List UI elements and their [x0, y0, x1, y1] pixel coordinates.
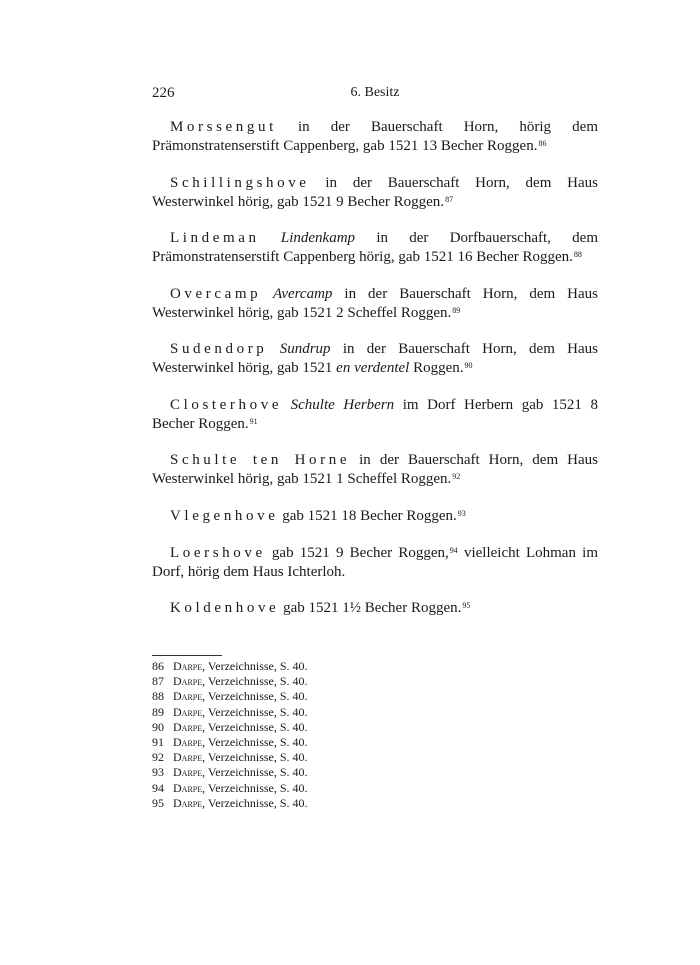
- entry-loershove: [152, 544, 598, 582]
- footnote-number: 94: [152, 780, 164, 795]
- footnote-author: Darpe: [173, 780, 203, 795]
- footnote-author: Darpe: [173, 750, 203, 765]
- entry-overcamp: [152, 285, 598, 323]
- footnote: [152, 735, 308, 750]
- footnote-number: 87: [152, 674, 164, 689]
- footnote-number: 95: [152, 795, 164, 810]
- footnote-ref: 94: [449, 545, 458, 555]
- entry-vlegenhove: [152, 507, 598, 526]
- entry-text-end: Roggen.: [409, 360, 464, 376]
- footnote: [152, 689, 308, 704]
- entry-text-italic: en verdentel: [336, 360, 410, 376]
- entry-name: Loershove: [170, 545, 266, 561]
- footnote-ref: 92: [452, 471, 461, 481]
- footnote: [152, 781, 308, 796]
- entry-name: Schillingshove: [170, 175, 310, 191]
- footnote-text: , Verzeichnisse, S. 40.: [202, 795, 308, 810]
- entry-text: im Dorf Herbern gab 1521 8 Becher Roggen.: [152, 397, 598, 432]
- footnote: [152, 796, 308, 811]
- footnote-ref: 89: [452, 305, 461, 315]
- entry-name: Koldenhove: [170, 600, 280, 616]
- footnote-author: Darpe: [173, 719, 203, 734]
- entry-name: Overcamp: [170, 286, 262, 302]
- entry-text: in der Bauerschaft Horn, dem Haus Westerwinkel hörig, gab 1521 1 Scheffel Roggen.: [152, 452, 598, 487]
- page-number: 226: [152, 85, 175, 101]
- entry-text: in der Bauerschaft Horn, dem Haus Westerwinkel hörig, gab 1521 9 Becher Roggen.: [152, 175, 598, 210]
- footnote-text: , Verzeichnisse, S. 40.: [202, 704, 308, 719]
- footnote-number: 90: [152, 719, 164, 734]
- footnote-author: Darpe: [173, 735, 203, 750]
- footnote-text: , Verzeichnisse, S. 40.: [202, 674, 308, 689]
- footnote-author: Darpe: [173, 704, 203, 719]
- footnote-text: , Verzeichnisse, S. 40.: [202, 780, 308, 795]
- entry-variant: Lindenkamp: [259, 230, 356, 246]
- entry-sudendorp: [152, 340, 598, 378]
- footnote-rule: [152, 655, 222, 656]
- entry-variant: Schulte Herbern: [282, 397, 395, 413]
- entry-text: gab 1521 9 Becher Roggen,: [265, 545, 449, 561]
- footnote-author: Darpe: [173, 659, 203, 673]
- footnote-ref: 93: [457, 508, 466, 518]
- footnote-ref: 91: [249, 416, 258, 426]
- footnote: [152, 705, 308, 720]
- footnote-ref: 95: [462, 600, 471, 610]
- footnote-author: Darpe: [173, 689, 203, 704]
- footnote-number: 86: [152, 659, 164, 673]
- entry-koldenhove: [152, 599, 598, 618]
- footnote: [152, 720, 308, 735]
- entry-name: Morssengut: [170, 119, 277, 135]
- entry-variant: Avercamp: [261, 286, 333, 302]
- entry-text: gab 1521 1½ Becher Roggen.: [279, 600, 462, 616]
- footnote-author: Darpe: [173, 674, 203, 689]
- footnote-author: Darpe: [173, 765, 203, 780]
- footnote-ref: 86: [538, 138, 547, 148]
- entry-text: in der Bauerschaft Horn, dem Haus Westerwinkel hörig, gab 1521: [152, 341, 598, 376]
- footnote-text: , Verzeichnisse, S. 40.: [202, 719, 308, 734]
- entry-name: Closterhove: [170, 397, 283, 413]
- footnote-author: Darpe: [173, 795, 203, 810]
- entry-lindeman: [152, 229, 598, 267]
- footnote-text: , Verzeichnisse, S. 40.: [202, 689, 308, 704]
- footnote: [152, 659, 308, 674]
- footnote-number: 88: [152, 689, 164, 704]
- entry-closterhove: [152, 396, 598, 434]
- entry-morssengut: [152, 118, 598, 156]
- footnote-ref: 90: [464, 360, 473, 370]
- footnote-number: 91: [152, 735, 164, 750]
- entry-text: in der Bauerschaft Horn, dem Haus Westerwinkel hörig, gab 1521 2 Scheffel Roggen.: [152, 286, 598, 321]
- entry-variant: Sundrup: [267, 341, 331, 357]
- footnotes: [152, 659, 308, 811]
- footnote-ref: 87: [445, 194, 454, 204]
- footnote: [152, 674, 308, 689]
- entry-schillingshove: [152, 174, 598, 212]
- entry-name: Vlegenhove: [170, 508, 279, 524]
- footnote-text: , Verzeichnisse, S. 40.: [202, 659, 308, 673]
- entry-text: in der Bauerschaft Horn, hörig dem Prämonstratenserstift Cappenberg, gab 1521 13 Becher Roggen.: [152, 119, 598, 154]
- footnote-text: , Verzeichnisse, S. 40.: [202, 765, 308, 780]
- footnote: [152, 750, 308, 765]
- footnote-ref: 88: [573, 249, 582, 259]
- footnote-number: 92: [152, 750, 164, 765]
- entry-name: Sudendorp: [170, 341, 268, 357]
- entry-text: gab 1521 18 Becher Roggen.: [278, 508, 457, 524]
- footnote: [152, 765, 308, 780]
- footnote-number: 93: [152, 765, 164, 780]
- entry-schulte-ten-horne: [152, 451, 598, 489]
- entry-name: Schulte ten Horne: [170, 452, 351, 468]
- footnote-text: , Verzeichnisse, S. 40.: [202, 735, 308, 750]
- footnote-text: , Verzeichnisse, S. 40.: [202, 750, 308, 765]
- running-head: 6. Besitz: [350, 85, 400, 100]
- entry-text-after: vielleicht Lohman im Dorf, hörig dem Haus Ichterloh.: [152, 545, 598, 580]
- entry-name: Lindeman: [170, 230, 260, 246]
- entry-text: in der Dorfbauerschaft, dem Prämonstratenserstift Cappenberg hörig, gab 1521 16 Becher Roggen.: [152, 230, 598, 265]
- footnote-number: 89: [152, 704, 164, 719]
